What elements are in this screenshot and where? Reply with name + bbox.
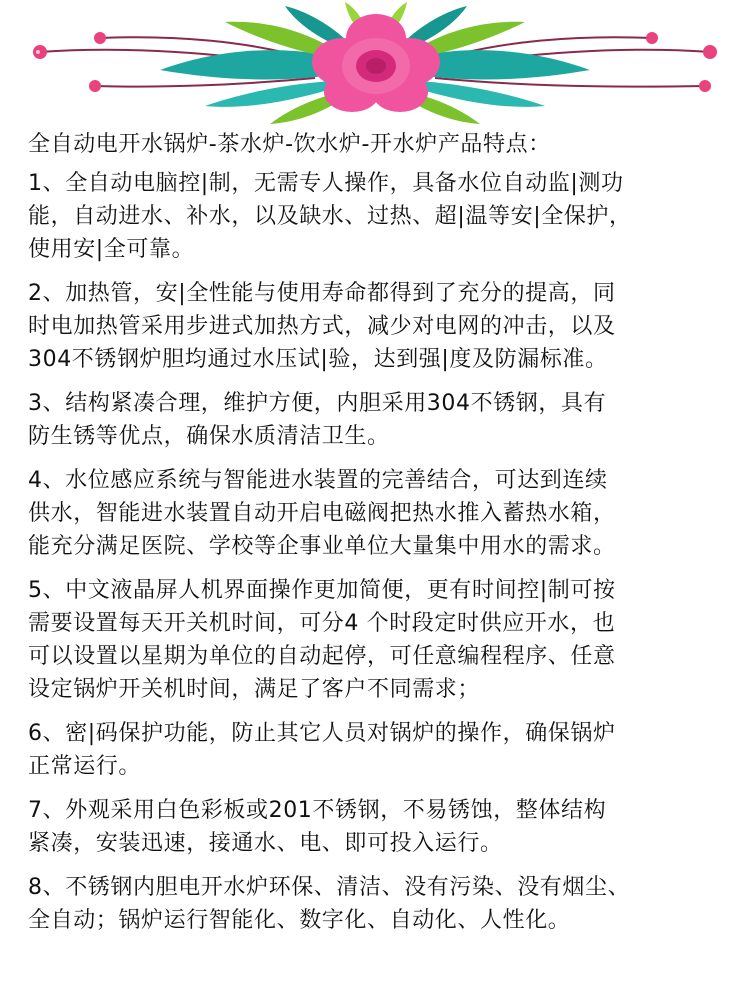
floral-banner xyxy=(0,0,750,128)
product-features xyxy=(28,128,740,937)
feature-line: 防生锈等优点，确保水质清洁卫生。 xyxy=(28,424,390,449)
document-title: 全自动电开水锅炉-茶水炉-饮水炉-开水炉产品特点： xyxy=(28,132,551,157)
feature-line: 全自动；锅炉运行智能化、数字化、自动化、人性化。 xyxy=(28,908,571,933)
feature-item-6 xyxy=(28,717,740,783)
feature-line: 2、加热管，安|全性能与使用寿命都得到了充分的提高，同 xyxy=(28,281,616,306)
feature-item-2 xyxy=(28,277,740,376)
feature-line: 供水，智能进水装置自动开启电磁阀把热水推入蓄热水箱， xyxy=(28,501,616,526)
feature-line: 6、密|码保护功能，防止其它人员对锅炉的操作，确保锅炉 xyxy=(28,721,616,746)
feature-line: 3、结构紧凑合理，维护方便，内胆采用304不锈钢，具有 xyxy=(28,391,607,416)
feature-line: 4、水位感应系统与智能进水装置的完善结合，可达到连续 xyxy=(28,468,608,493)
feature-item-8 xyxy=(28,871,740,937)
feature-item-4 xyxy=(28,464,740,563)
feature-line: 需要设置每天开关机时间，可分4 个时段定时供应开水，也 xyxy=(28,611,616,636)
feature-line: 能充分满足医院、学校等企事业单位大量集中用水的需求。 xyxy=(28,534,616,559)
feature-line: 时电加热管采用步进式加热方式，减少对电网的冲击，以及 xyxy=(28,314,616,339)
feature-line: 304不锈钢炉胆均通过水压试|验，达到强|度及防漏标准。 xyxy=(28,347,608,372)
feature-line: 设定锅炉开关机时间，满足了客户不同需求； xyxy=(28,677,481,702)
feature-item-1 xyxy=(28,167,740,266)
feature-line: 5、中文液晶屏人机界面操作更加简便，更有时间控|制可按 xyxy=(28,578,616,603)
feature-line: 可以设置以星期为单位的自动起停，可任意编程程序、任意 xyxy=(28,644,616,669)
feature-item-5 xyxy=(28,574,740,706)
feature-line: 能，自动进水、补水，以及缺水、过热、超|温等安|全保护， xyxy=(28,204,632,229)
feature-line: 紧凑，安装迅速，接通水、电、即可投入运行。 xyxy=(28,831,503,856)
feature-line: 正常运行。 xyxy=(28,754,142,779)
feature-line: 1、全自动电脑控|制，无需专人操作，具备水位自动监|测功 xyxy=(28,171,624,196)
feature-line: 使用安|全可靠。 xyxy=(28,237,195,262)
feature-line: 8、不锈钢内胆电开水炉环保、清洁、没有污染、没有烟尘、 xyxy=(28,875,631,900)
feature-line: 7、外观采用白色彩板或201不锈钢，不易锈蚀，整体结构 xyxy=(28,798,607,823)
feature-item-3 xyxy=(28,387,740,453)
feature-item-7 xyxy=(28,794,740,860)
